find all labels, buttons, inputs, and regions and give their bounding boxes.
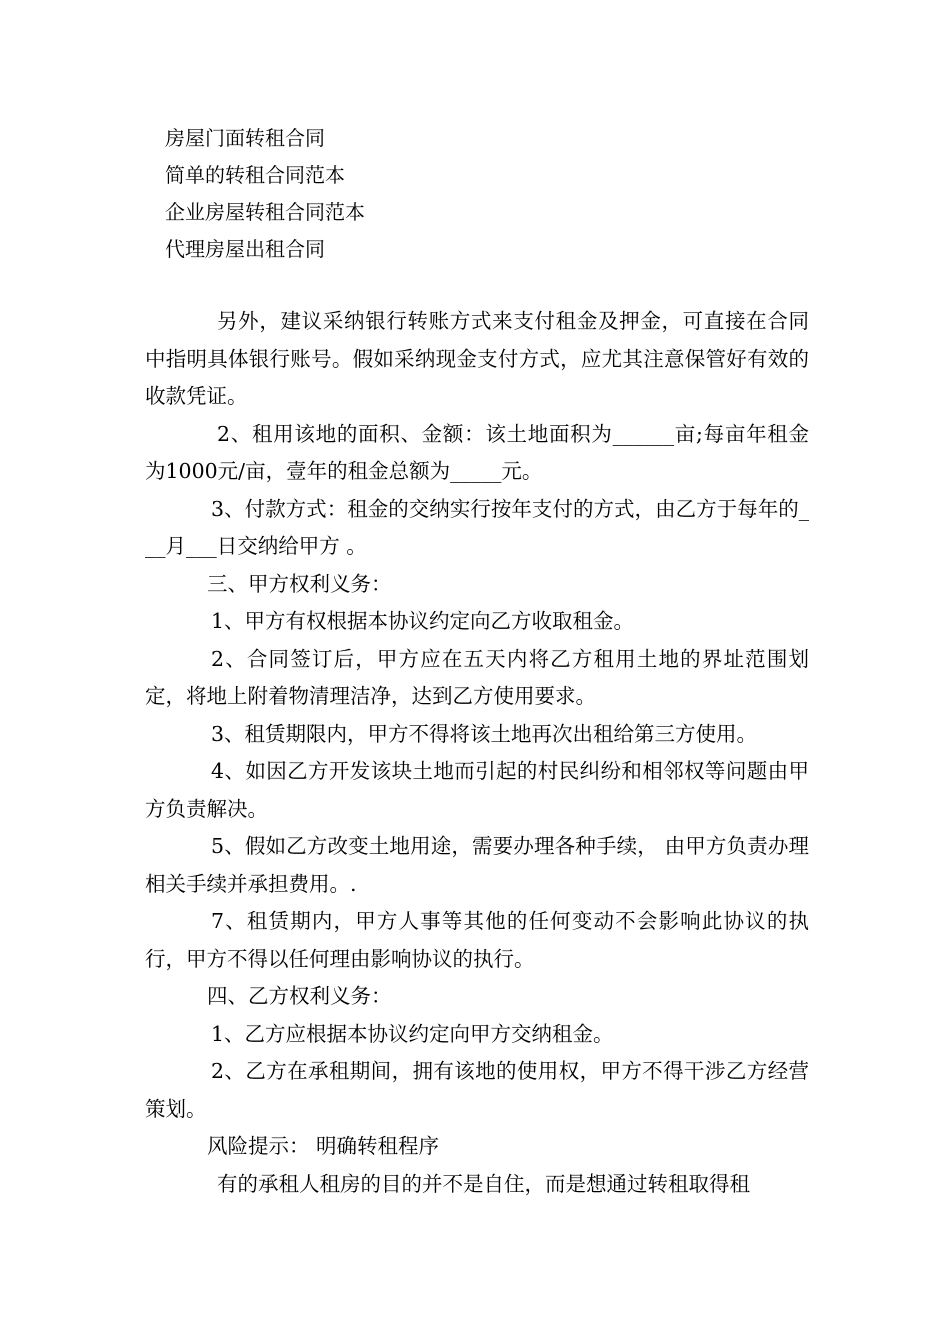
paragraph-a-4: 4、如因乙方开发该块土地而引起的村民纠纷和相邻权等问题由甲方负责解决。: [145, 759, 809, 821]
paragraph-a-3: 3、租赁期限内，甲方不得将该土地再次出租给第三方使用。: [211, 721, 758, 746]
paragraph-b-2: 2、乙方在承租期间，拥有该地的使用权，甲方不得干涉乙方经营策划。: [145, 1059, 809, 1121]
paragraph-a-2: 2、合同签订后，甲方应在五天内将乙方租用土地的界址范围划定，将地上附着物清理洁净，达到乙方使用要求。: [145, 646, 809, 708]
related-link-shop-sublease[interactable]: 房屋门面转租合同: [165, 126, 325, 150]
paragraph-payment-advice: 另外，建议采纳银行转账方式来支付租金及押金，可直接在合同中指明具体银行账号。假如采纳现金支付方式，应尤其注意保管好有效的收款凭证。: [145, 309, 809, 408]
paragraph-a-5: 5、假如乙方改变土地用途，需要办理各种手续， 由甲方负责办理相关手续并承担费用。.: [145, 834, 809, 896]
paragraph-risk-tip: 有的承租人租房的目的并不是自住，而是想通过转租取得租: [217, 1171, 750, 1196]
paragraph-a-7: 7、租赁期内，甲方人事等其他的任何变动不会影响此协议的执行，甲方不得以任何理由影响协议的执行。: [145, 909, 809, 971]
related-link-agency-rental[interactable]: 代理房屋出租合同: [165, 237, 325, 261]
section-heading-party-a: 三、甲方权利义务：: [207, 571, 392, 596]
contract-body: [145, 303, 809, 1203]
related-link-simple-sublease[interactable]: 简单的转租合同范本: [165, 163, 345, 187]
related-link-enterprise-sublease[interactable]: 企业房屋转租合同范本: [165, 200, 365, 224]
paragraph-payment-method: 3、付款方式：租金的交纳实行按年支付的方式，由乙方于每年的___月___日交纳给甲方 。: [145, 496, 809, 558]
related-contract-list: [165, 120, 365, 268]
paragraph-b-1: 1、乙方应根据本协议约定向甲方交纳租金。: [211, 1021, 614, 1046]
paragraph-area-amount: 2、租用该地的面积、金额：该土地面积为______亩;每亩年租金为1000元/亩，壹年的租金总额为_____元。: [145, 421, 809, 483]
section-heading-party-b: 四、乙方权利义务：: [207, 984, 392, 1008]
paragraph-a-1: 1、甲方有权根据本协议约定向乙方收取租金。: [211, 609, 635, 633]
risk-tip-heading: 风险提示： 明确转租程序: [207, 1134, 440, 1158]
